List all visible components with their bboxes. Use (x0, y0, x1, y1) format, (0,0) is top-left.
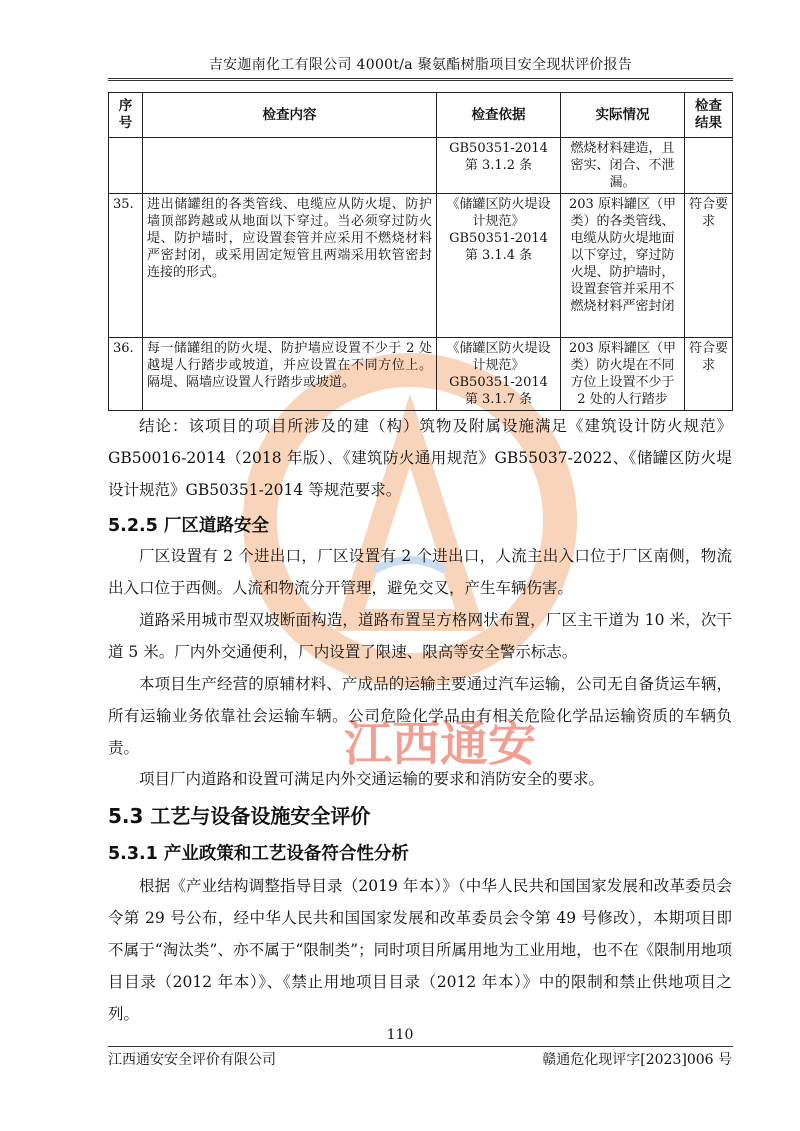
col-header-no: 序号 (109, 93, 143, 138)
row-result (685, 138, 733, 194)
section-heading-5-3: 5.3 工艺与设备设施安全评价 (108, 804, 371, 828)
row-basis: 《储罐区防火堤设计规范》GB50351-2014 第 3.1.4 条 (437, 194, 561, 338)
row-basis: GB50351-2014 第 3.1.2 条 (437, 138, 561, 194)
page-header: 吉安迦南化工有限公司 4000t/a 聚氨酯树脂项目安全现状评价报告 (208, 57, 633, 73)
page-number: 110 (386, 1027, 414, 1043)
section-heading-5-2-5: 5.2.5 厂区道路安全 (108, 516, 269, 536)
footer-company: 江西通安安全评价有限公司 (108, 1052, 276, 1068)
row-no: 36. (109, 338, 143, 411)
row-content (143, 138, 437, 194)
col-header-content: 检查内容 (143, 93, 437, 138)
footer-doc-number: 赣通危化现评字[2023]006 号 (542, 1052, 732, 1068)
watermark-text: 江西通安 (343, 716, 537, 772)
row-content: 进出储罐组的各类管线、电缆应从防火堤、防护墙顶部跨越或从地面以下穿过。当必须穿过防火堤、防护墙时，应设置套管并应采用不燃烧材料严密封闭，或采用固定短管且两端采用软管密封连接的形式。 (143, 194, 437, 338)
col-header-actual: 实际情况 (561, 93, 685, 138)
table-row (109, 338, 733, 411)
conclusion-paragraph: 结论：该项目的项目所涉及的建（构）筑物及附属设施满足《建筑设计防火规范》GB50016-2014（2018 年版）、《建筑防火通用规范》GB55037-2022、《储罐区防火堤设计规范》GB50351-2014 等规范要求。 (108, 417, 732, 499)
paragraph: 本项目生产经营的原辅材料、产成品的运输主要通过汽车运输，公司无自备货运车辆，所有运输业务依靠社会运输车辆。公司危险化学品由有相关危险化学品运输资质的车辆负责。 (108, 675, 732, 757)
table-header-row (109, 93, 733, 138)
row-actual: 燃烧材料建造，且密实、闭合、不泄漏。 (561, 138, 685, 194)
footer-rule (108, 1046, 733, 1047)
header-rule (108, 78, 733, 81)
row-actual: 203 原料罐区（甲类）的各类管线、电缆从防火堤地面以下穿过，穿过防火堤、防护墙时，设置套管并采用不燃烧材料严密封闭 (561, 194, 685, 338)
paragraph: 厂区设置有 2 个进出口，厂区设置有 2 个进出口，人流主出入口位于厂区南侧，物流出入口位于西侧。人流和物流分开管理，避免交叉，产生车辆伤害。 (108, 547, 732, 597)
paragraph: 道路采用城市型双坡断面构造，道路布置呈方格网状布置，厂区主干道为 10 米，次干道 5 米。厂内外交通便利，厂内设置了限速、限高等安全警示标志。 (108, 611, 732, 661)
row-result: 符合要求 (685, 194, 733, 338)
table-row (109, 194, 733, 338)
paragraph: 根据《产业结构调整指导目录（2019 年本）》（中华人民共和国国家发展和改革委员会令第 29 号公布，经中华人民共和国国家发展和改革委员会令第 49 号修改），本期项目即不属于“淘汰类”、亦不属于“限制类”；同时项目所属用地为工业用地，也不在《限制用地项目目录（2012 年本）》、《禁止用地项目目录（2012 年本）》中的限制和禁止供地项目之列。 (108, 877, 732, 1023)
inspection-table (108, 92, 733, 411)
table-row (109, 138, 733, 194)
row-content: 每一储罐组的防火堤、防护墙应设置不少于 2 处越堤人行踏步或坡道，并应设置在不同方位上。隔堤、隔墙应设置人行踏步或坡道。 (143, 338, 437, 411)
row-no: 35. (109, 194, 143, 338)
row-actual: 203 原料罐区（甲类）防火堤在不同方位上设置不少于 2 处的人行踏步 (561, 338, 685, 411)
row-basis: 《储罐区防火堤设计规范》GB50351-2014 第 3.1.7 条 (437, 338, 561, 411)
row-no (109, 138, 143, 194)
col-header-result: 检查结果 (685, 93, 733, 138)
paragraph: 项目厂内道路和设置可满足内外交通运输的要求和消防安全的要求。 (139, 770, 605, 788)
row-result: 符合要求 (685, 338, 733, 411)
col-header-basis: 检查依据 (437, 93, 561, 138)
section-heading-5-3-1: 5.3.1 产业政策和工艺设备符合性分析 (108, 844, 409, 864)
